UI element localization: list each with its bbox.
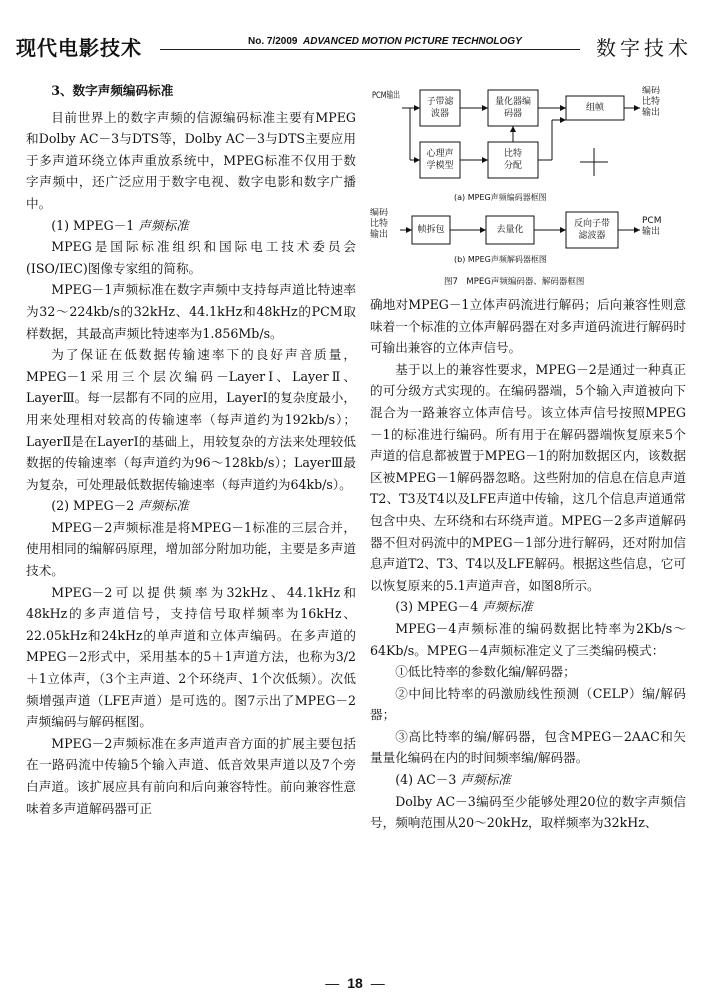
paragraph: MPEG－2可以提供频率为32kHz、44.1kHz和48kHz的多声道信号，支持信号取样频率为16kHz、22.05kHz和24kHz的单声道和立体声编码。在多声道的MPEG－2形式中，采用基本的5＋1声道方法，也称为3/2＋1立体声，（3个主声道、2个环绕声、1个次低频）。次低频增强声道（LFE声道）是可选的。图7示出了MPEG－2声频编码与解码框图。 [26, 584, 356, 730]
pcm-out-label: PCM输出 [642, 216, 662, 237]
paragraph: ②中间比特率的码激励线性预测（CELP）编/解码器； [370, 685, 686, 723]
paragraph: 目前世界上的数字声频的信源编码标准主要有MPEG和Dolby AC－3与DTS等，Dolby AC－3与DTS主要应用于多声道环绕立体声重放系统中，MPEG标准不仅用于数字声频中，还广泛应用于数字电视、数字电影和数字广播中。 [26, 109, 356, 211]
issue-label [244, 36, 526, 47]
subsection-number: (4) AC－3 [395, 772, 457, 788]
psychoacoustic-label: 心理声学模型 [426, 149, 454, 171]
pcm-in-label: PCM输出 [372, 91, 410, 101]
decoder-caption: (b) MPEG声频解码器框图 [454, 255, 547, 264]
journal-title: 现代电影技术 [16, 36, 142, 60]
subsection-number: (2) MPEG－2 [51, 498, 135, 514]
paragraph: ③高比特率的编/解码器，包含MPEG－2AAC和矢量量化编码在内的时间频率编/解码器。 [370, 728, 686, 766]
paragraph: 确地对MPEG－1立体声码流进行解码；后向兼容性则意味着一个标准的立体声解码器在对多声道码流进行解码时可输出兼容的立体声信号。 [370, 297, 686, 356]
subsection-heading [26, 215, 356, 237]
bit-allocation-label: 比特分配 [503, 149, 522, 171]
paragraph: 为了保证在低数据传输速率下的良好声音质量，MPEG－1采用三个层次编码－LayerⅠ、LayerⅡ、LayerⅢ。每一层都有不同的应用，LayerⅠ的复杂度最小，用来处理相对较高的传输速率（每声道约为192kb/s）；LayerⅡ是在LayerⅠ的基础上，用较复杂的方法来处理较低数据的传输速率（每声道约为96～128kb/s）；LayerⅢ最为复杂，可处理最低数据传输速率（每声道约为64kb/s）。 [26, 347, 356, 492]
dequantize-label: 去量化 [496, 225, 524, 235]
section-title: 数字技术 [596, 36, 692, 60]
journal-title-en: ADVANCED MOTION PICTURE TECHNOLOGY [303, 36, 522, 47]
encoded-out-label: 编码比特输出 [642, 86, 661, 118]
quantizer-label: 量化器编码器 [494, 97, 531, 119]
paragraph: Dolby AC－3编码至少能够处理20位的数字声频信号，频响范围从20～20kHz，取样频率为32kHz、 [370, 793, 686, 831]
right-column [370, 294, 686, 834]
subsection-number: (3) MPEG－4 [395, 599, 479, 615]
subsection-heading [370, 769, 686, 791]
section-heading: 3、数字声频编码标准 [51, 83, 174, 98]
paragraph: MPEG－2声频标准在多声道声音方面的扩展主要包括在一路码流中传输5个输入声道、低音效果声道以及7个旁白声道。该扩展应具有前向和后向兼容特性。前向兼容性意味着多声道解码器可正 [26, 735, 356, 816]
running-header [12, 30, 698, 66]
subsection-heading [370, 596, 686, 618]
subsection-heading [26, 495, 356, 517]
block-diagram [370, 80, 686, 290]
subsection-title: 声频标准 [138, 498, 189, 514]
paragraph: MPEG－2声频标准是将MPEG－1标准的三层合并，使用相同的编解码原理，增加部分附加功能，主要是多声道技术。 [26, 519, 356, 579]
subband-filter-label: 子带滤波器 [426, 97, 454, 119]
subsection-title: 声频标准 [482, 599, 533, 615]
page-number: — 18 — [325, 975, 385, 991]
paragraph: MPEG是国际标准组织和国际电工技术委员会(ISO/IEC)图像专家组的简称。 [26, 239, 356, 276]
paragraph: ①低比特率的参数化编/解码器； [395, 664, 576, 680]
page-number-value: 18 [347, 975, 363, 991]
subsection-title: 声频标准 [138, 217, 189, 233]
paragraph: 基于以上的兼容性要求，MPEG－2是通过一种真正的可分级方式实现的。在编码器端，5个输入声道被向下混合为一路兼容立体声信号。该立体声信号按照MPEG－1的标准进行编码。所有用于在解码器端恢复原来5个声道的信息都被置于MPEG－1的附加数据区内，该数据区被MPEG－1解码器忽略。这些附加的信息在信息声道T2、T3及T4以及LFE声道中传输，这几个信息声道通常包含中央、左环绕和右环绕声道。MPEG－2多声道解码器不但对码流中的MPEG－1部分进行解码，还对附加信息声道T2、T3、T4以及LFE解码。根据这些信息，它可以恢复原来的5.1声道声音，如图8所示。 [370, 361, 686, 593]
encoded-in-label: 编码比特输出 [370, 208, 389, 240]
left-column [26, 80, 356, 819]
inverse-subband-label: 反向子带滤波器 [573, 219, 610, 241]
frame-unpack-label: 帧拆包 [417, 225, 445, 235]
paragraph: MPEG－1声频标准在数字声频中支持每声道比特速率为32～224kb/s的32kHz、44.1kHz和48kHz的PCM取样数据，其最高声频比特速率为1.856Mb/s。 [26, 282, 356, 341]
header-rule [160, 49, 580, 50]
paragraph: MPEG－4声频标准的编码数据比特率为2Kb/s～64Kb/s。MPEG－4声频标准定义了三类编码模式： [370, 620, 686, 658]
subsection-title: 声频标准 [460, 772, 511, 788]
subsection-number: (1) MPEG－1 [51, 217, 135, 233]
figure-caption: 图7 MPEG声频编码器、解码器框图 [444, 277, 585, 287]
framing-label: 组帧 [585, 103, 604, 113]
figure-7 [370, 80, 686, 290]
issue-number: No. 7/2009 [248, 36, 298, 47]
encoder-caption: (a) MPEG声频编码器框图 [454, 193, 547, 202]
